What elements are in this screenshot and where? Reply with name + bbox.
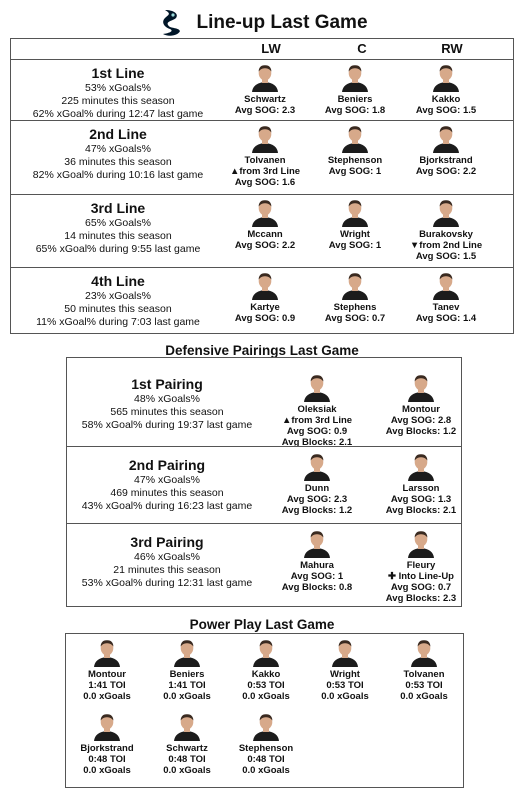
player-name: Stephenson: [327, 155, 383, 166]
player-card: [373, 528, 469, 604]
player-sog: Avg SOG: 1: [290, 571, 344, 582]
player-name: Stephenson: [238, 743, 294, 754]
pairing-row: [67, 446, 461, 524]
player-card: [217, 197, 313, 251]
line-row: [11, 59, 513, 121]
pairing-name: 1st Pairing: [131, 376, 203, 392]
player-stat: Avg SOG: 0.7: [324, 313, 386, 324]
pairing-xgoals: 47% xGoals%: [134, 474, 200, 486]
player-name: Wright: [330, 669, 360, 680]
player-name: Bjorkstrand: [419, 155, 473, 166]
line-last-game: 65% xGoal% during 9:55 last game: [35, 243, 201, 255]
line-name: 2nd Line: [89, 126, 147, 142]
player-name: Bjorkstrand: [80, 743, 134, 754]
pairing-name: 2nd Pairing: [128, 457, 206, 473]
player-headshot-icon: [250, 270, 280, 300]
pairing-minutes: 21 minutes this season: [113, 564, 221, 576]
player-stat: Avg SOG: 1.5: [415, 251, 477, 262]
player-toi: 0:53 TOI: [405, 680, 443, 691]
player-stat: Avg SOG: 2.2: [415, 166, 477, 177]
line-last-game: 62% xGoal% during 12:47 last game: [32, 108, 204, 120]
player-toi: 0:53 TOI: [326, 680, 364, 691]
pairing-xgoals: 48% xGoals%: [134, 393, 200, 405]
player-blocks: Avg Blocks: 1.2: [281, 505, 353, 516]
player-card: [398, 197, 494, 262]
player-headshot-icon: [340, 270, 370, 300]
player-name: Kartye: [250, 302, 280, 313]
player-stat: Avg SOG: 1.8: [324, 105, 386, 116]
player-name: Montour: [402, 404, 440, 415]
player-name: Dunn: [304, 483, 330, 494]
player-xgoals: 0.0 xGoals: [163, 691, 211, 702]
player-xgoals: 0.0 xGoals: [163, 765, 211, 776]
player-xgoals: 0.0 xGoals: [400, 691, 448, 702]
player-name: Mccann: [247, 229, 283, 240]
player-headshot-icon: [340, 62, 370, 92]
player-headshot-icon: [250, 123, 280, 153]
player-card: [373, 451, 469, 516]
player-card: [269, 528, 365, 593]
player-headshot-icon: [340, 197, 370, 227]
player-name: Schwartz: [244, 94, 286, 105]
line-row: [11, 194, 513, 268]
player-xgoals: 0.0 xGoals: [242, 691, 290, 702]
line-name: 4th Line: [91, 273, 145, 289]
player-headshot-icon: [409, 637, 439, 667]
player-note: ▲from 3rd Line: [229, 166, 301, 177]
player-note: ✚ Into Line-Up: [387, 571, 454, 582]
pairing-info: [67, 376, 267, 432]
player-name: Larsson: [402, 483, 440, 494]
player-toi: 0:48 TOI: [247, 754, 285, 765]
line-name: 1st Line: [91, 65, 145, 81]
player-toi: 1:41 TOI: [168, 680, 206, 691]
player-name: Beniers: [337, 94, 373, 105]
player-headshot-icon: [250, 197, 280, 227]
pp-player-card: [224, 637, 308, 702]
player-card: [217, 123, 313, 188]
player-name: Kakko: [431, 94, 461, 105]
line-minutes: 50 minutes this season: [64, 303, 172, 315]
lineup-panel: [10, 38, 514, 334]
pairing-last-game: 53% xGoal% during 12:31 last game: [81, 577, 253, 589]
player-card: [398, 270, 494, 324]
player-stat: Avg SOG: 2.2: [234, 240, 296, 251]
player-blocks: Avg Blocks: 1.2: [385, 426, 457, 437]
player-blocks: Avg Blocks: 2.3: [385, 593, 457, 604]
line-minutes: 225 minutes this season: [61, 95, 175, 107]
pp-player-card: [382, 637, 466, 702]
player-name: Montour: [88, 669, 126, 680]
player-card: [217, 270, 313, 324]
player-xgoals: 0.0 xGoals: [242, 765, 290, 776]
player-note: ▲from 3rd Line: [281, 415, 353, 426]
pairing-name: 3rd Pairing: [130, 534, 204, 550]
player-name: Tolvanen: [244, 155, 286, 166]
line-info: [11, 273, 225, 329]
line-name: 3rd Line: [90, 200, 146, 216]
pp-player-card: [303, 637, 387, 702]
line-info: [11, 65, 225, 121]
player-xgoals: 0.0 xGoals: [321, 691, 369, 702]
powerplay-section-title: Power Play Last Game: [189, 617, 335, 632]
player-xgoals: 0.0 xGoals: [83, 691, 131, 702]
player-stat: Avg SOG: 1.6: [234, 177, 296, 188]
pp-player-card: [145, 637, 229, 702]
player-toi: 0:48 TOI: [88, 754, 126, 765]
team-logo-icon: [156, 8, 186, 38]
player-card: [269, 372, 365, 448]
player-sog: Avg SOG: 2.8: [390, 415, 452, 426]
player-headshot-icon: [302, 451, 332, 481]
player-headshot-icon: [431, 270, 461, 300]
player-headshot-icon: [302, 372, 332, 402]
pp-player-card: [65, 711, 149, 776]
player-stat: Avg SOG: 1: [328, 240, 382, 251]
defense-section-title: Defensive Pairings Last Game: [165, 343, 359, 358]
player-blocks: Avg Blocks: 0.8: [281, 582, 353, 593]
line-minutes: 36 minutes this season: [64, 156, 172, 168]
player-name: Tolvanen: [403, 669, 445, 680]
player-name: Stephens: [333, 302, 377, 313]
defensive-pairings-panel: [66, 357, 462, 607]
pairing-info: [67, 457, 267, 513]
player-stat: Avg SOG: 0.9: [234, 313, 296, 324]
line-xgoals: 23% xGoals%: [85, 290, 151, 302]
player-headshot-icon: [172, 711, 202, 741]
player-headshot-icon: [251, 637, 281, 667]
pairing-minutes: 469 minutes this season: [110, 487, 224, 499]
player-toi: 0:53 TOI: [247, 680, 285, 691]
player-sog: Avg SOG: 0.9: [286, 426, 348, 437]
player-stat: Avg SOG: 1.5: [415, 105, 477, 116]
player-name: Fleury: [406, 560, 436, 571]
player-headshot-icon: [406, 372, 436, 402]
player-headshot-icon: [251, 711, 281, 741]
player-name: Tanev: [432, 302, 460, 313]
powerplay-panel: [65, 633, 464, 788]
player-headshot-icon: [302, 528, 332, 558]
player-xgoals: 0.0 xGoals: [83, 765, 131, 776]
player-sog: Avg SOG: 2.3: [286, 494, 348, 505]
pp-player-card: [224, 711, 308, 776]
pairing-last-game: 43% xGoal% during 16:23 last game: [81, 500, 253, 512]
player-card: [307, 270, 403, 324]
player-card: [398, 62, 494, 116]
pairing-row: [67, 523, 461, 607]
player-card: [307, 62, 403, 116]
player-card: [373, 372, 469, 437]
player-sog: Avg SOG: 0.7: [390, 582, 452, 593]
line-xgoals: 53% xGoals%: [85, 82, 151, 94]
pairing-info: [67, 534, 267, 590]
player-toi: 1:41 TOI: [88, 680, 126, 691]
player-headshot-icon: [406, 528, 436, 558]
pp-player-card: [65, 637, 149, 702]
column-header-c: C: [357, 41, 367, 56]
player-headshot-icon: [250, 62, 280, 92]
pairing-row: [67, 358, 461, 446]
player-name: Mahura: [300, 560, 334, 571]
pp-player-card: [145, 711, 229, 776]
player-stat: Avg SOG: 1: [328, 166, 382, 177]
line-last-game: 11% xGoal% during 7:03 last game: [36, 316, 200, 328]
page-title: Line-up Last Game: [196, 12, 368, 33]
player-card: [307, 123, 403, 177]
header: [0, 6, 524, 40]
line-info: [11, 200, 225, 256]
line-minutes: 14 minutes this season: [64, 230, 172, 242]
line-last-game: 82% xGoal% during 10:16 last game: [32, 169, 204, 181]
player-blocks: Avg Blocks: 2.1: [385, 505, 457, 516]
line-xgoals: 65% xGoals%: [85, 217, 151, 229]
player-headshot-icon: [340, 123, 370, 153]
column-header-lw: LW: [261, 41, 281, 56]
player-card: [217, 62, 313, 116]
pairing-xgoals: 46% xGoals%: [134, 551, 200, 563]
player-note: ▼from 2nd Line: [409, 240, 483, 251]
player-stat: Avg SOG: 2.3: [234, 105, 296, 116]
player-name: Wright: [340, 229, 370, 240]
player-headshot-icon: [92, 637, 122, 667]
player-card: [307, 197, 403, 251]
player-headshot-icon: [431, 197, 461, 227]
pairing-minutes: 565 minutes this season: [110, 406, 224, 418]
player-name: Kakko: [251, 669, 281, 680]
line-xgoals: 47% xGoals%: [85, 143, 151, 155]
player-name: Oleksiak: [297, 404, 337, 415]
player-sog: Avg SOG: 1.3: [390, 494, 452, 505]
player-headshot-icon: [431, 62, 461, 92]
player-toi: 0:48 TOI: [168, 754, 206, 765]
player-blocks: Avg Blocks: 2.1: [281, 437, 353, 448]
player-name: Burakovsky: [419, 229, 473, 240]
player-card: [269, 451, 365, 516]
pairing-last-game: 58% xGoal% during 19:37 last game: [81, 419, 253, 431]
column-header-rw: RW: [441, 41, 463, 56]
player-name: Schwartz: [166, 743, 208, 754]
line-row: [11, 120, 513, 195]
player-name: Beniers: [169, 669, 205, 680]
player-headshot-icon: [172, 637, 202, 667]
player-card: [398, 123, 494, 177]
player-headshot-icon: [431, 123, 461, 153]
player-headshot-icon: [92, 711, 122, 741]
player-stat: Avg SOG: 1.4: [415, 313, 477, 324]
player-headshot-icon: [406, 451, 436, 481]
player-headshot-icon: [330, 637, 360, 667]
line-row: [11, 267, 513, 334]
line-info: [11, 126, 225, 182]
